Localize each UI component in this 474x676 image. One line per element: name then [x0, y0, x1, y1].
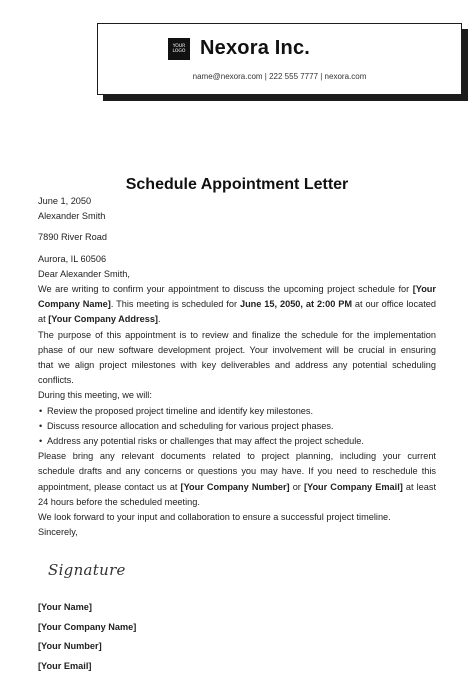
agenda-item: • Address any potential risks or challenges that may affect the project schedule. — [47, 434, 436, 449]
paragraph-3-line2: schedule drafts and any concerns or questions you may have. If you need to reschedule this — [38, 464, 436, 479]
address-line1: 7890 River Road — [38, 230, 436, 245]
paragraph-1-line1 — [38, 282, 436, 297]
signer-number: [Your Number] — [38, 637, 136, 657]
p1-text-i: . — [158, 314, 161, 324]
p3-placeholder-email: [Your Company Email] — [304, 482, 403, 492]
letter-date: June 1, 2050 — [38, 194, 436, 209]
letter-body — [38, 194, 436, 540]
p1-text-f: at our office located — [355, 299, 436, 309]
company-name: Nexora Inc. — [200, 37, 310, 60]
p3-text-a: appointment, please contact us at — [38, 482, 177, 492]
p1-placeholder-company-end: Company Name] — [38, 299, 111, 309]
paragraph-1-line2 — [38, 297, 436, 312]
p3-placeholder-number: [Your Company Number] — [181, 482, 290, 492]
paragraph-2-line3: that we align project milestones with key deliverables and address any potential scheduling — [38, 358, 436, 373]
p1-text-d: . This meeting is scheduled for — [111, 299, 237, 309]
recipient-name: Alexander Smith — [38, 209, 436, 224]
paragraph-2-line4: conflicts. — [38, 373, 436, 388]
paragraph-3-line3 — [38, 480, 436, 495]
letter-title: Schedule Appointment Letter — [0, 176, 474, 194]
meeting-intro: During this meeting, we will: — [38, 388, 436, 403]
meeting-datetime: June 15, 2050, at 2:00 PM — [240, 299, 352, 309]
signature: Signature — [48, 561, 126, 579]
p1-text-a: We are writing to confirm your appointment to discuss the upcoming project schedule for — [38, 284, 409, 294]
p3-text-e: at least — [406, 482, 436, 492]
p3-text-c: or — [293, 482, 301, 492]
signer-company: [Your Company Name] — [38, 618, 136, 638]
signer-name: [Your Name] — [38, 598, 136, 618]
paragraph-3-line4: 24 hours before the scheduled meeting. — [38, 495, 436, 510]
address-line2: Aurora, IL 60506 — [38, 252, 436, 267]
p1-text-g: at — [38, 314, 46, 324]
salutation: Dear Alexander Smith, — [38, 267, 436, 282]
signer-email: [Your Email] — [38, 657, 136, 676]
closing-line: We look forward to your input and collaboration to ensure a successful project timeline. — [38, 510, 436, 525]
agenda-item: • Review the proposed project timeline and identify key milestones. — [47, 404, 436, 419]
signature-block — [38, 598, 136, 676]
logo-text-line1: YOUR — [173, 44, 185, 49]
company-logo — [168, 38, 190, 60]
sign-off: Sincerely, — [38, 525, 436, 540]
p1-placeholder-address: [Your Company Address] — [48, 314, 158, 324]
contact-info: name@nexora.com | 222 555 7777 | nexora.com — [98, 72, 461, 81]
agenda-list — [38, 404, 436, 450]
letterhead — [97, 23, 462, 95]
paragraph-1-line3 — [38, 312, 436, 327]
paragraph-2-line1: The purpose of this appointment is to review and finalize the schedule for the implementation — [38, 328, 436, 343]
agenda-item: • Discuss resource allocation and scheduling for various project phases. — [47, 419, 436, 434]
paragraph-2-line2: phase of our new software development project. Your involvement will be crucial in ensuring — [38, 343, 436, 358]
p1-placeholder-company-start: [Your — [413, 284, 436, 294]
paragraph-3-line1: Please bring any relevant documents related to project planning, including your current — [38, 449, 436, 464]
logo-text-line2: LOGO — [173, 49, 186, 54]
